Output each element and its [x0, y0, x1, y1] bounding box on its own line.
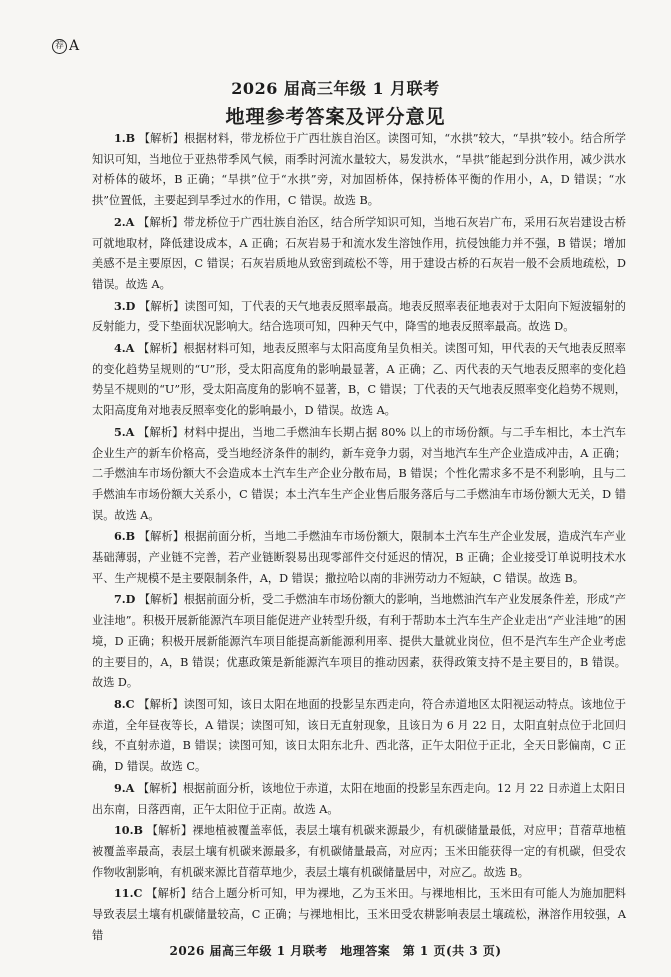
answer-item	[92, 212, 626, 296]
answer-explanation: 【解析】带龙桥位于广西壮族自治区，结合所学知识可知，当地石灰岩广布，采用石灰岩建设古桥可就地取材，降低建设成本，A 正确；石灰岩易于和流水发生溶蚀作用，抗侵蚀能力并不强，B 错误；增加美感不是主要原因，C 错误；石灰岩质地从致密到疏松不等，用于建设古桥的石灰岩一般不会质地疏松，D 错误。故选 A。	[92, 215, 626, 291]
answer-explanation: 【解析】读图可知，该日太阳在地面的投影呈东西走向，符合赤道地区太阳视运动特点。该地位于赤道，全年昼夜等长，A 错误；读图可知，该日无直射现象，且该日为 6 月 22 日，太阳直射点位于北回归线，不直射赤道，B 错误；读图可知，该日太阳东北升、西北落，正午太阳位于正北，全天日影偏南，C 正确，D 错误。故选 C。	[92, 697, 626, 774]
answer-explanation: 【解析】根据前面分析，受二手燃油车市场份额大的影响，当地燃油汽车产业发展条件差，形成“产业洼地”。积极开展新能源汽车项目能促进产业转型升级，有利于帮助本土汽车生产企业走出“产业洼地”的困境，D 正确；积极开展新能源汽车项目能提高新能源利用率、提供大量就业岗位，但不是汽车生产企业考虑的主要目的，A，B 错误；优惠政策是新能源汽车项目的推动因素，获得政策支持不是主要目的，B 错误。故选 D。	[92, 593, 626, 690]
answer-number: 6.B	[114, 529, 136, 544]
answer-explanation: 【解析】结合上题分析可知，甲为裸地，乙为玉米田。与裸地相比，玉米田有可能人为施加肥料导致表层土壤有机碳储量较高，C 正确；与裸地相比，玉米田受农耕影响表层土壤疏松，淋溶作用较强，A 错	[92, 887, 626, 942]
answer-explanation: 【解析】根据材料，带龙桥位于广西壮族自治区。读图可知，“水拱”较大，“旱拱”较小。结合所学知识可知，当地位于亚热带季风气候，雨季时河流水量较大，易发洪水，“旱拱”能起到分洪作用，减少洪水对桥体的破坏，B 正确；“旱拱”位于“水拱”旁，对加固桥体，保持桥体平衡的作用小，A，D 错误；“水拱”位置低，主要起到旱季过水的作用，C 错误。故选 B。	[92, 132, 626, 208]
answer-number: 1.B	[114, 131, 136, 145]
answer-explanation: 【解析】读图可知，丁代表的天气地表反照率最高。地表反照率表征地表对于太阳向下短波辐射的反射能力，受下垫面状况影响大。结合选项可知，四种天气中，降雪的地表反照率最高。故选 D。	[92, 299, 626, 334]
answer-number: 4.A	[114, 341, 135, 356]
answer-item	[92, 128, 626, 212]
answer-explanation: 【解析】根据材料可知，地表反照率与太阳高度角呈负相关。读图可知，甲代表的天气地表反照率的变化趋势呈规则的“U”形，受太阳高度角的影响最显著，A 正确；乙、丙代表的天气地表反照率的变化趋势呈不规则的“U”形，受太阳高度角的影响不显著，B，C 错误；丁代表的天气地表反照率变化趋势不规则，太阳高度角对地表反照率变化的影响最小，D 错误。故选 A。	[92, 342, 626, 418]
answer-item	[92, 820, 626, 883]
answer-number: 5.A	[114, 424, 135, 439]
answer-number: 11.C	[114, 886, 143, 901]
answer-item	[92, 422, 626, 527]
answer-number: 3.D	[114, 298, 136, 313]
answer-number: 10.B	[114, 823, 143, 838]
answer-number: 7.D	[114, 592, 136, 607]
answer-explanation: 【解析】根据前面分析，当地二手燃油车市场份额大，限制本土汽车生产企业发展，造成汽车产业基础薄弱，产业链不完善，若产业链断裂易出现零部件交付延迟的情况，B 正确；企业接受订单说明技术水平、生产规模不是主要限制条件，A，D 错误；撒拉哈以南的非洲劳动力不短缺，C 错误。故选 B。	[92, 530, 626, 585]
answer-item	[92, 589, 626, 694]
answer-item	[92, 694, 626, 778]
answer-number: 8.C	[114, 696, 135, 711]
answer-explanation: 【解析】根据前面分析，该地位于赤道，太阳在地面的投影呈东西走向。12 月 22 日赤道上太阳日出东南，日落西南，正午太阳位于正南。故选 A。	[92, 781, 626, 816]
version-badge	[52, 38, 79, 54]
version-label: A	[69, 38, 80, 54]
answer-number: 9.A	[114, 780, 135, 795]
answer-list	[92, 128, 626, 946]
answer-item	[92, 338, 626, 422]
document-subtitle: 地理参考答案及评分意见	[225, 106, 446, 128]
answer-item	[92, 296, 626, 338]
answer-explanation: 【解析】材料中提出，当地二手燃油车长期占据 80% 以上的市场份额。与二手车相比，本土汽车企业生产的新车价格高，受当地经济条件的制约，新车竞争力弱，对当地汽车生产企业造成冲击，A 正确；二手燃油车市场份额大不会造成本土汽车生产企业分散布局，B 错误；个性化需求多不是不利影响，且与二手燃油车市场份额大关系小，C 错误；本土汽车生产企业售后服务落后与二手燃油车市场份额大无关，D 错误。故选 A。	[92, 425, 626, 522]
answer-item	[92, 526, 626, 589]
recommend-seal-icon: 荐	[52, 39, 67, 54]
exam-title: 2026 届高三年级 1 月联考	[231, 79, 440, 98]
page-footer: 2026 届高三年级 1 月联考 地理答案 第 1 页(共 3 页)	[169, 944, 502, 958]
answer-explanation: 【解析】裸地植被覆盖率低，表层土壤有机碳来源最少，有机碳储量最低，对应甲；苜蓿草地植被覆盖率最高，表层土壤有机碳来源最多，有机碳储量最高，对应丙；玉米田能获得一定的有机碳，但受农作物收割影响，有机碳来源比苜蓿草地少，表层土壤有机碳储量居中，对应乙。故选 B。	[92, 824, 626, 879]
answer-number: 2.A	[114, 214, 135, 229]
answer-item	[92, 883, 626, 946]
answer-item	[92, 778, 626, 820]
